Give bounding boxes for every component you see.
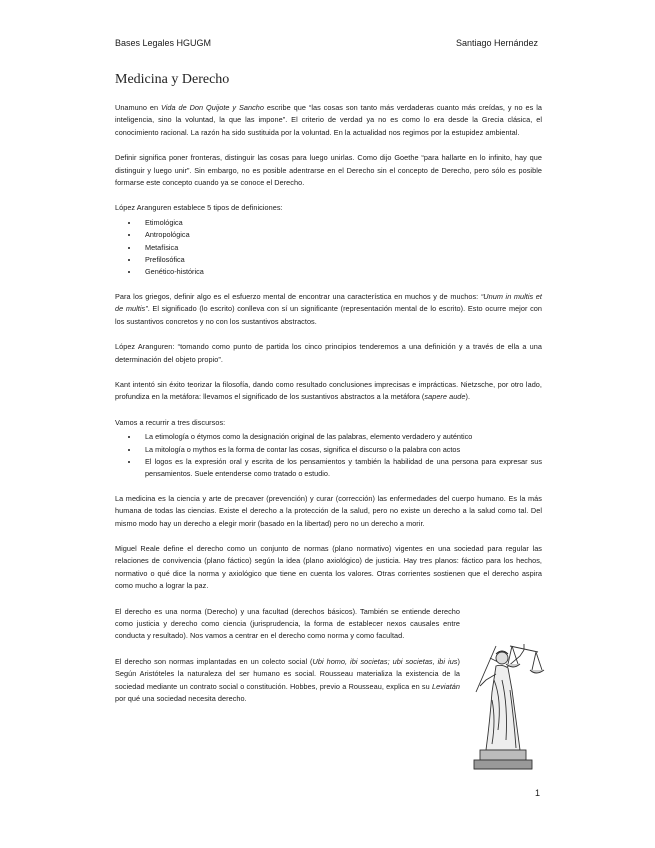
list-item: • Metafísica <box>139 242 542 254</box>
paragraph-kant: Kant intentó sin éxito teorizar la filosofía, dando como resultado conclusiones imprecisas e imprácticas. Nietzsche, por otro lado, profundiza en la metáfora: llevamos el significado de los sustantivos abstractos a la metáfora (sapere aude). <box>115 379 542 402</box>
lady-justice-illustration <box>466 640 548 775</box>
paragraph-aranguren-types: López Aranguren establece 5 tipos de definiciones: <box>115 203 283 213</box>
paragraph-discursos: Vamos a recurrir a tres discursos: <box>115 417 226 427</box>
paragraph-definir: Definir significa poner fronteras, distinguir las cosas para luego unirlas. Como dijo Goethe “para hallarte en lo infinito, hay que distinguir y luego unir”. Sin embargo, no es posible adentrarse en el Derecho sin el concepto de Derecho, pero sólo es posible formarse este concepto cuando ya se conoce el Derecho. <box>115 153 542 188</box>
paragraph-unamuno: Unamuno en Vida de Don Quijote y Sancho escribe que “las cosas son tanto más verdaderas cuanto más creídas, y no es la inteligencia, sino la voluntad, la que las impone”. El criterio de verdad ya no es como lo era desde la Grecia clásica, el conocimiento racional. La razón ha sido sustituida por la voluntad. En la actualidad nos regimos por la estupidez ambiental. <box>115 103 542 137</box>
paragraph-reale: Miguel Reale define el derecho como un conjunto de normas (plano normativo) vigentes en una sociedad para regular las relaciones de convivencia (plano fáctico) según la idea (plano axiológico) de justicia. Hay tres planos: fáctico para los hechos, normativo o qué dice la norma y axiológico que tiene en cuenta los valores. Otras corrientes sostienen que el derecho aspira como mucho a lograr la paz. <box>115 543 542 591</box>
list-item: • Genético-histórica <box>139 266 542 278</box>
header-course: Bases Legales HGUGM <box>115 38 212 48</box>
list-item: • Antropológica <box>139 229 542 241</box>
paragraph-medicina: La medicina es la ciencia y arte de precaver (prevención) y curar (corrección) las enfermedades del cuerpo humano. Es la más humana de todas las ciencias. Existe el derecho a la protección de la salud, pero no existe un derecho a la salud como tal. Del mismo modo hay un derecho a elegir morir (basado en la libertad) pero no un derecho a morir. <box>115 493 542 528</box>
header-author: Santiago Hernández <box>455 38 538 48</box>
discourses-list <box>115 431 542 481</box>
list-item: • La etimología o étymos como la designación original de las palabras, elemento verdadero y auténtico <box>139 431 542 443</box>
paragraph-griegos: Para los griegos, definir algo es el esfuerzo mental de encontrar una característica en muchos y de muchos: “Unum in multis et de multis”. El significado (lo escrito) conlleva con sí un significante (representación mental de lo escrito). Esto ocurre mejor con los sustantivos concretos y no con los sustantivos abstractos. <box>115 291 542 326</box>
paragraph-derecho-norma: El derecho es una norma (Derecho) y una facultad (derechos básicos). También se entiende derecho como justicia y derecho como ciencia (jurisprudencia, la forma de establecer nexos causales entre conducta y resultado). Nos vamos a centrar en el derecho como norma y como facultad. <box>115 606 460 641</box>
list-item: • El logos es la expresión oral y escrita de los pensamientos y también la habilidad de una persona para expresar sus pensamientos. Suele entenderse como tratado o estudio. <box>139 456 542 481</box>
definition-types-list <box>115 217 542 279</box>
page-number: 1 <box>534 788 540 798</box>
paragraph-derecho-normas: El derecho son normas implantadas en un colecto social (Ubi homo, ibi societas; ubi societas, ibi ius) Según Aristóteles la naturaleza del ser humano es social. Rousseau materializa la existencia de la sociedad mediante un contrato social o constitución. Hobbes, previo a Rousseau, explica en su Leviatán por qué una sociedad necesita derecho. <box>115 656 460 704</box>
list-item: • Prefilosófica <box>139 254 542 266</box>
paragraph-aranguren-quote: López Aranguren: “tomando como punto de partida los cinco principios tenderemos a una definición y a través de ella a una determinación del objeto propio”. <box>115 342 542 364</box>
list-item: • La mitología o mythos es la forma de contar las cosas, significa el discurso o la palabra con actos <box>139 444 542 456</box>
page-title: Medicina y Derecho <box>115 72 230 87</box>
list-item: • Etimológica <box>139 217 542 229</box>
document-body <box>115 102 542 718</box>
